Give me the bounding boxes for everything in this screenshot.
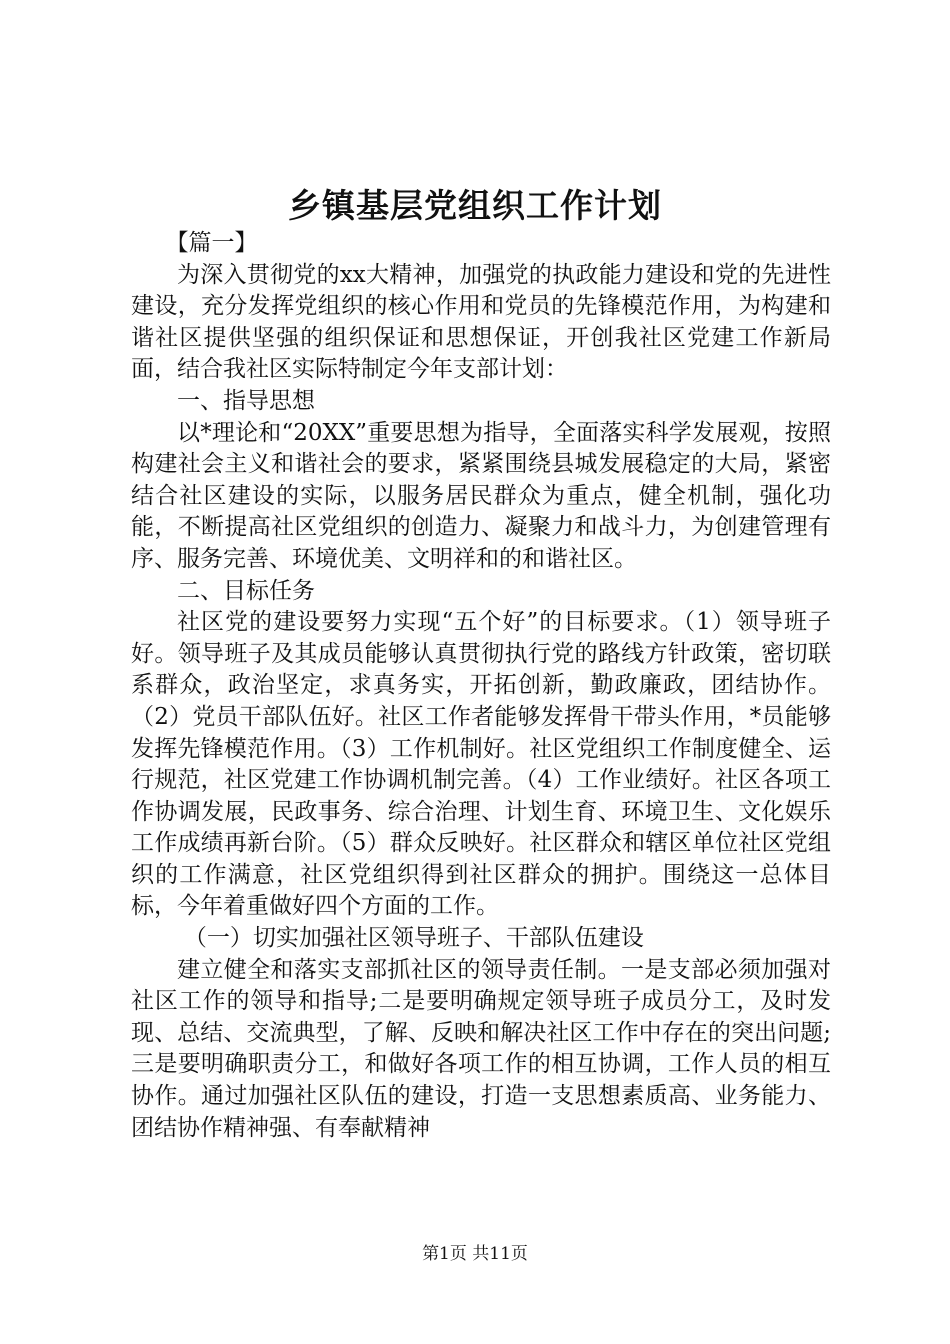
subsection-heading-leadership: （一）切实加强社区领导班子、干部队伍建设 [183, 925, 644, 952]
document-body [131, 228, 831, 1144]
intro-paragraph: 为深入贯彻党的xx大精神，加强党的执政能力建设和党的先进性建设，充分发挥党组织的核心作用和党员的先锋模范作用，为构建和谐社区提供坚强的组织保证和思想保证，开创我社区党建工作新局面，结合我社区实际特制定今年支部计划： [131, 261, 831, 383]
document-title: 乡镇基层党组织工作计划 [288, 186, 662, 225]
page-number-footer: 第1页 共11页 [422, 1244, 528, 1264]
part-label: 【篇一】 [165, 230, 258, 256]
leadership-paragraph: 建立健全和落实支部抓社区的领导责任制。一是支部必须加强对社区工作的领导和指导;二是要明确规定领导班子成员分工，及时发现、总结、交流典型，了解、反映和解决社区工作中存在的突出问题;三是要明确职责分工，和做好各项工作的相互协调，工作人员的相互协作。通过加强社区队伍的建设，打造一支思想素质高、业务能力、团结协作精神强、有奉献精神 [131, 956, 831, 1141]
section-heading-guiding-thought: 一、指导思想 [177, 387, 315, 414]
guiding-thought-paragraph: 以*理论和“20XX”重要思想为指导，全面落实科学发展观，按照构建社会主义和谐社会的要求，紧紧围绕县城发展稳定的大局，紧密结合社区建设的实际，以服务居民群众为重点，健全机制，强化功能，不断提高社区党组织的创造力、凝聚力和战斗力，为创建管理有序、服务完善、环境优美、文明祥和的和谐社区。 [131, 419, 831, 572]
objectives-paragraph: 社区党的建设要努力实现“五个好”的目标要求。（1）领导班子好。领导班子及其成员能够认真贯彻执行党的路线方针政策，密切联系群众，政治坚定，求真务实，开拓创新，勤政廉政，团结协作。（2）党员干部队伍好。社区工作者能够发挥骨干带头作用，*员能够发挥先锋模范作用。（3）工作机制好。社区党组织工作制度健全、运行规范，社区党建工作协调机制完善。（4）工作业绩好。社区各项工作协调发展，民政事务、综合治理、计划生育、环境卫生、文化娱乐工作成绩再新台阶。（5）群众反映好。社区群众和辖区单位社区党组织的工作满意，社区党组织得到社区群众的拥护。围绕这一总体目标，今年着重做好四个方面的工作。 [131, 609, 831, 920]
section-heading-objectives: 二、目标任务 [177, 577, 315, 604]
